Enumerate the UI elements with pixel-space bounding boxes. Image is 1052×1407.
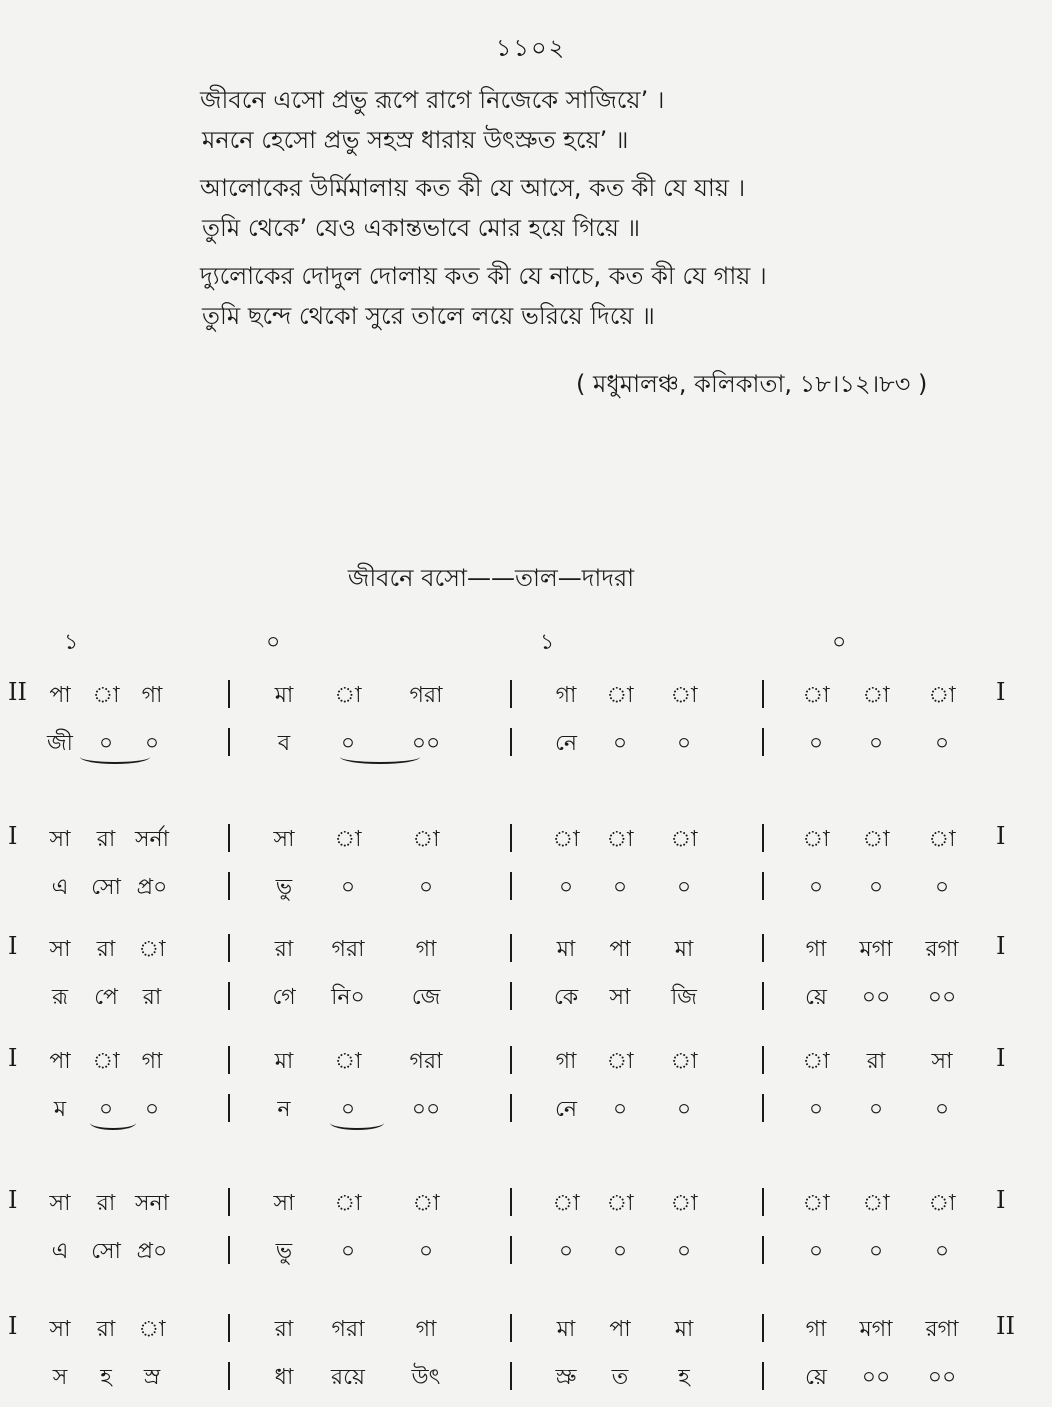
- swara-note: মগা: [859, 937, 893, 962]
- swara-note: া: [138, 937, 166, 962]
- start-barline: I: [8, 1186, 18, 1214]
- swara-row: [0, 932, 1052, 972]
- swara-note: মা: [674, 937, 694, 962]
- swara-note: সা: [273, 827, 295, 852]
- lyric-syllable: সা: [609, 985, 631, 1010]
- lyric-syllable: ব: [277, 731, 291, 756]
- lyric-syllable: হ: [100, 1365, 112, 1390]
- lyric-syllable: ০: [340, 731, 356, 756]
- poem-line: দ্যুলোকের দোদুল দোলায় কত কী যে নাচে, কত কী যে গায় ।: [200, 262, 767, 290]
- bar-divider: [228, 934, 230, 962]
- beat-markers: [0, 625, 1052, 655]
- bar-divider: [228, 1094, 230, 1122]
- swara-note: সনা: [134, 1191, 170, 1216]
- lyric-syllable: ০: [868, 1097, 884, 1122]
- swara-note: া: [802, 683, 830, 708]
- lyric-syllable: নে: [554, 731, 578, 756]
- lyric-syllable: কে: [553, 985, 579, 1010]
- lyric-row: [0, 1092, 1052, 1132]
- bar-divider: [228, 982, 230, 1010]
- bar-divider: [510, 1046, 512, 1074]
- swara-note: গা: [555, 683, 577, 708]
- swara-note: গরা: [409, 683, 443, 708]
- lyric-syllable: ০: [98, 731, 114, 756]
- swara-note: গা: [141, 1049, 163, 1074]
- swara-note: গরা: [409, 1049, 443, 1074]
- bar-divider: [228, 1314, 230, 1342]
- lyric-row: [0, 1234, 1052, 1274]
- swara-note: রা: [274, 937, 294, 962]
- bar-divider: [228, 1236, 230, 1264]
- end-barline: I: [996, 932, 1006, 960]
- lyric-syllable: গে: [272, 985, 296, 1010]
- swara-note: া: [802, 1191, 830, 1216]
- lyric-syllable: জী: [47, 731, 73, 756]
- swara-note: া: [606, 1049, 634, 1074]
- swara-note: া: [552, 827, 580, 852]
- lyric-syllable: ০০: [411, 1097, 441, 1122]
- swara-note: গা: [555, 1049, 577, 1074]
- lyric-syllable: ০: [612, 1097, 628, 1122]
- beat-marker: ১: [64, 630, 79, 655]
- beat-marker: ০: [266, 630, 281, 655]
- lyric-syllable: ০: [340, 875, 356, 900]
- lyric-syllable: ০: [144, 731, 160, 756]
- stanza: [200, 256, 960, 336]
- swara-note: া: [862, 683, 890, 708]
- start-barline: I: [8, 932, 18, 960]
- swara-note: সা: [49, 1317, 71, 1342]
- swara-note: া: [412, 827, 440, 852]
- swara-note: া: [670, 827, 698, 852]
- lyric-syllable: জে: [411, 985, 441, 1010]
- swara-note: া: [862, 827, 890, 852]
- lyric-syllable: এ: [51, 875, 69, 900]
- lyric-syllable: ০: [676, 1097, 692, 1122]
- swara-note: া: [606, 1191, 634, 1216]
- lyric-syllable: সো: [91, 875, 121, 900]
- lyric-syllable: ন: [277, 1097, 291, 1122]
- tie-slur: [80, 750, 150, 764]
- swara-row: [0, 678, 1052, 718]
- lyric-syllable: ০০: [927, 985, 957, 1010]
- end-barline: I: [996, 678, 1006, 706]
- swara-note: রা: [96, 1317, 116, 1342]
- bar-divider: [228, 872, 230, 900]
- lyric-syllable: ত: [611, 1365, 629, 1390]
- bar-divider: [762, 1046, 764, 1074]
- lyric-syllable: রা: [142, 985, 162, 1010]
- lyric-syllable: ০: [612, 1239, 628, 1264]
- lyric-syllable: ০: [418, 1239, 434, 1264]
- swara-note: া: [670, 1191, 698, 1216]
- lyric-syllable: ০: [676, 875, 692, 900]
- lyric-syllable: ০: [808, 875, 824, 900]
- lyric-syllable: নি০: [331, 985, 365, 1010]
- swara-note: সা: [931, 1049, 953, 1074]
- lyric-syllable: স: [52, 1365, 68, 1390]
- bar-divider: [510, 824, 512, 852]
- lyric-syllable: ০: [340, 1239, 356, 1264]
- lyric-syllable: স্রু: [555, 1365, 577, 1390]
- bar-divider: [762, 1188, 764, 1216]
- lyric-syllable: ০: [934, 1239, 950, 1264]
- lyric-syllable: ০: [418, 875, 434, 900]
- end-barline: II: [996, 1312, 1015, 1340]
- lyric-row: [0, 726, 1052, 766]
- swara-note: া: [92, 683, 120, 708]
- signature-line: ( মধুমালঞ্চ, কলিকাতা, ১৮।১২।৮৩ ): [576, 370, 928, 398]
- lyric-syllable: য়ে: [805, 1365, 827, 1390]
- swara-note: পা: [609, 937, 631, 962]
- swara-note: গরা: [331, 937, 365, 962]
- start-barline: II: [8, 678, 27, 706]
- poem-line: মননে হেসো প্রভু সহস্র ধারায় উৎস্রুত হয়ে’ ॥: [202, 126, 629, 154]
- swara-note: া: [334, 683, 362, 708]
- swara-note: গা: [141, 683, 163, 708]
- lyric-syllable: ০: [612, 875, 628, 900]
- bar-divider: [228, 1046, 230, 1074]
- lyric-syllable: জি: [671, 985, 697, 1010]
- bar-divider: [762, 934, 764, 962]
- swara-note: া: [334, 1049, 362, 1074]
- start-barline: I: [8, 1312, 18, 1340]
- lyric-syllable: উৎ: [411, 1365, 441, 1390]
- swara-row: [0, 1186, 1052, 1226]
- swara-note: া: [670, 1049, 698, 1074]
- lyric-syllable: ০: [558, 1239, 574, 1264]
- lyric-syllable: ০: [868, 731, 884, 756]
- lyric-syllable: ০: [340, 1097, 356, 1122]
- bar-divider: [510, 1188, 512, 1216]
- lyric-syllable: ০: [612, 731, 628, 756]
- lyric-syllable: ভু: [275, 1239, 293, 1264]
- bar-divider: [510, 1314, 512, 1342]
- lyric-syllable: ০: [808, 731, 824, 756]
- beat-marker: ১: [540, 630, 555, 655]
- bar-divider: [762, 872, 764, 900]
- bar-divider: [510, 728, 512, 756]
- swara-row: [0, 1044, 1052, 1084]
- swara-note: মা: [274, 1049, 294, 1074]
- lyric-syllable: ০: [98, 1097, 114, 1122]
- end-barline: I: [996, 822, 1006, 850]
- bar-divider: [228, 1188, 230, 1216]
- poem-line: জীবনে এসো প্রভু রূপে রাগে নিজেকে সাজিয়ে’ ।: [200, 86, 665, 114]
- swara-note: মা: [674, 1317, 694, 1342]
- bar-divider: [510, 1094, 512, 1122]
- lyric-row: [0, 980, 1052, 1020]
- lyric-syllable: ০: [934, 731, 950, 756]
- lyric-syllable: স্র: [143, 1365, 161, 1390]
- swara-note: রা: [866, 1049, 886, 1074]
- swara-note: গা: [415, 937, 437, 962]
- lyric-syllable: ০: [808, 1239, 824, 1264]
- swara-note: া: [928, 1191, 956, 1216]
- swara-note: া: [928, 683, 956, 708]
- bar-divider: [762, 1094, 764, 1122]
- bar-divider: [228, 824, 230, 852]
- tie-slur: [340, 750, 420, 764]
- swara-note: রগা: [925, 937, 959, 962]
- start-barline: I: [8, 822, 18, 850]
- tie-slur: [90, 1116, 136, 1130]
- swara-note: পা: [49, 683, 71, 708]
- lyric-syllable: প্র০: [136, 875, 168, 900]
- lyric-syllable: ০: [558, 875, 574, 900]
- swara-note: রা: [96, 827, 116, 852]
- bar-divider: [510, 872, 512, 900]
- swara-note: গা: [805, 1317, 827, 1342]
- lyric-syllable: হ: [678, 1365, 690, 1390]
- swara-note: া: [334, 827, 362, 852]
- swara-note: সা: [49, 937, 71, 962]
- lyric-syllable: ০: [868, 875, 884, 900]
- swara-note: মা: [556, 937, 576, 962]
- bar-divider: [762, 982, 764, 1010]
- notation-title: জীবনে বসো——তাল—দাদরা: [347, 564, 635, 592]
- lyric-syllable: নে: [554, 1097, 578, 1122]
- lyric-syllable: ম: [53, 1097, 67, 1122]
- poem-line: আলোকের উর্মিমালায় কত কী যে আসে, কত কী যে যায় ।: [200, 174, 746, 202]
- end-barline: I: [996, 1186, 1006, 1214]
- lyric-syllable: এ: [51, 1239, 69, 1264]
- lyric-syllable: সো: [91, 1239, 121, 1264]
- swara-note: গা: [805, 937, 827, 962]
- bar-divider: [762, 680, 764, 708]
- lyric-syllable: ০: [676, 1239, 692, 1264]
- swara-note: া: [862, 1191, 890, 1216]
- swara-note: রা: [96, 1191, 116, 1216]
- swara-note: সা: [49, 1191, 71, 1216]
- swara-note: পা: [609, 1317, 631, 1342]
- lyric-syllable: রয়ে: [331, 1365, 365, 1390]
- swara-note: মা: [274, 683, 294, 708]
- swara-note: া: [92, 1049, 120, 1074]
- swara-note: া: [802, 1049, 830, 1074]
- bar-divider: [510, 1236, 512, 1264]
- lyric-syllable: ০: [868, 1239, 884, 1264]
- poem-line: তুমি ছন্দে থেকো সুরে তালে লয়ে ভরিয়ে দিয়ে ॥: [202, 302, 655, 330]
- bar-divider: [228, 680, 230, 708]
- swara-note: মা: [556, 1317, 576, 1342]
- lyric-syllable: ০০: [411, 731, 441, 756]
- bar-divider: [228, 1362, 230, 1390]
- swara-note: পা: [49, 1049, 71, 1074]
- lyric-syllable: পে: [94, 985, 118, 1010]
- swara-note: রা: [274, 1317, 294, 1342]
- swara-note: গরা: [331, 1317, 365, 1342]
- swara-note: সা: [49, 827, 71, 852]
- start-barline: I: [8, 1044, 18, 1072]
- swara-note: মগা: [859, 1317, 893, 1342]
- lyric-syllable: প্র০: [136, 1239, 168, 1264]
- beat-marker: ০: [832, 630, 847, 655]
- lyric-syllable: রূ: [51, 985, 69, 1010]
- swara-note: া: [138, 1317, 166, 1342]
- stanza: [200, 168, 960, 248]
- poem-line: তুমি থেকে’ যেও একান্তভাবে মোর হয়ে গিয়ে ॥: [202, 214, 641, 242]
- swara-note: া: [606, 683, 634, 708]
- tie-slur: [330, 1116, 384, 1130]
- poem: [200, 80, 960, 344]
- lyric-syllable: ০: [676, 731, 692, 756]
- bar-divider: [762, 728, 764, 756]
- lyric-syllable: ০: [934, 875, 950, 900]
- bar-divider: [762, 1314, 764, 1342]
- swara-note: া: [670, 683, 698, 708]
- lyric-syllable: ০: [934, 1097, 950, 1122]
- lyric-syllable: ০০: [927, 1365, 957, 1390]
- swara-note: গা: [415, 1317, 437, 1342]
- lyric-syllable: ০০: [861, 985, 891, 1010]
- swara-note: া: [802, 827, 830, 852]
- lyric-row: [0, 1360, 1052, 1400]
- bar-divider: [510, 680, 512, 708]
- lyric-syllable: ভু: [275, 875, 293, 900]
- swara-note: া: [928, 827, 956, 852]
- swara-row: [0, 822, 1052, 862]
- swara-note: া: [412, 1191, 440, 1216]
- bar-divider: [762, 824, 764, 852]
- bar-divider: [510, 982, 512, 1010]
- bar-divider: [510, 1362, 512, 1390]
- bar-divider: [762, 1362, 764, 1390]
- bar-divider: [228, 728, 230, 756]
- swara-note: রা: [96, 937, 116, 962]
- bar-divider: [510, 934, 512, 962]
- lyric-syllable: ০০: [861, 1365, 891, 1390]
- swara-note: রগা: [925, 1317, 959, 1342]
- bar-divider: [762, 1236, 764, 1264]
- lyric-syllable: ০: [808, 1097, 824, 1122]
- page-number: ১১০২: [495, 34, 567, 62]
- lyric-syllable: ধা: [274, 1365, 294, 1390]
- swara-note: সর্না: [134, 827, 170, 852]
- swara-note: া: [552, 1191, 580, 1216]
- lyric-syllable: য়ে: [805, 985, 827, 1010]
- swara-note: া: [606, 827, 634, 852]
- swara-row: [0, 1312, 1052, 1352]
- swara-note: সা: [273, 1191, 295, 1216]
- end-barline: I: [996, 1044, 1006, 1072]
- lyric-syllable: ০: [144, 1097, 160, 1122]
- swara-note: া: [334, 1191, 362, 1216]
- lyric-row: [0, 870, 1052, 910]
- stanza: [200, 80, 960, 160]
